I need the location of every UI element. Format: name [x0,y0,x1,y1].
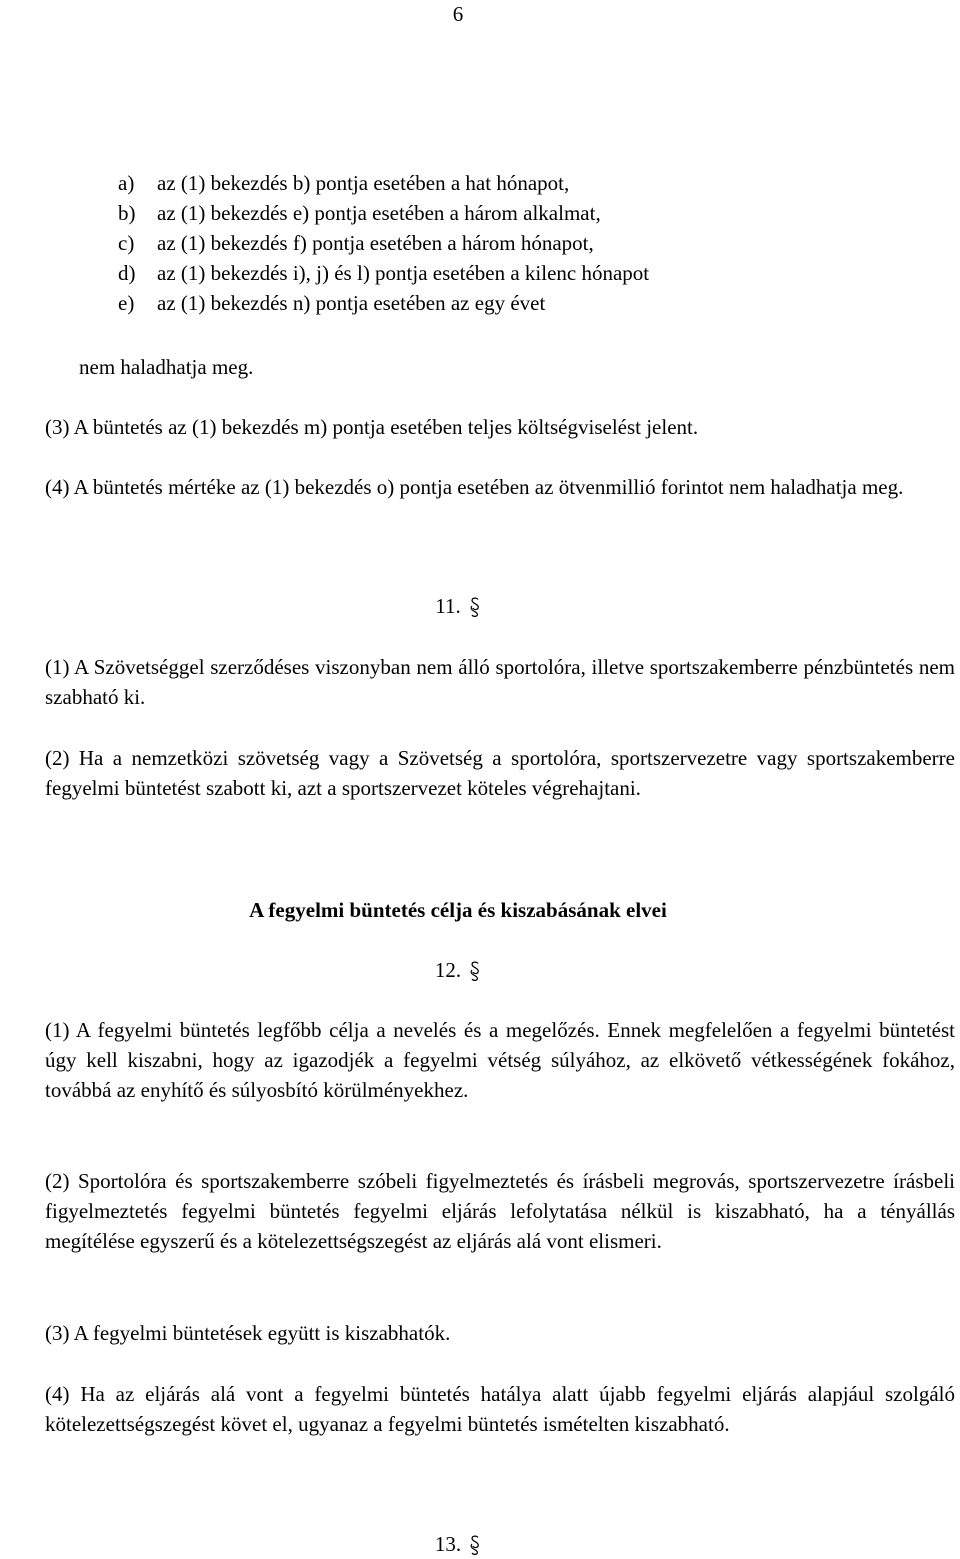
chapter-heading: A fegyelmi büntetés célja és kiszabásának elvei [249,898,667,922]
section-11-paragraph-2: (2) Ha a nemzetközi szövetség vagy a Szövetség a sportolóra, sportszervezetre vagy sportszakemberre fegyelmi büntetést szabott ki, azt a sportszervezet köteles végrehajtani. [45,746,955,800]
page-number: 6 [452,2,464,26]
list-marker: d) [118,261,136,285]
section-heading-12 [0,955,916,985]
list-marker: b) [118,201,136,225]
section-number: 13. [434,1532,462,1556]
list-item-text: az (1) bekezdés i), j) és l) pontja esetében a kilenc hónapot [157,261,650,285]
section-number: 11. [435,594,461,618]
section-12-paragraph-4: (4) Ha az eljárás alá vont a fegyelmi büntetés hatálya alatt újabb fegyelmi eljárás alapjául szolgáló kötelezettségszegést követ el, ugyanaz a fegyelmi büntetés ismételten kiszabható. [45,1382,955,1436]
section-12-paragraph-1: (1) A fegyelmi büntetés legfőbb célja a nevelés és a megelőzés. Ennek megfelelően a fegyelmi büntetést úgy kell kiszabni, hogy az igazodjék a fegyelmi vétség súlyához, az elkövető vétkességének fokához, továbbá az enyhítő és súlyosbító körülményekhez. [45,1018,955,1102]
list-item-text: az (1) bekezdés e) pontja esetében a három alkalmat, [157,201,601,225]
paragraph-sign-icon [469,960,481,982]
list-marker: c) [118,231,135,255]
list-item-text: az (1) bekezdés b) pontja esetében a hat hónapot, [157,171,570,195]
paragraph-sign-icon [469,1534,481,1556]
paragraph-sign-icon [469,596,481,618]
list-tail: nem haladhatja meg. [79,355,254,379]
list-item-text: az (1) bekezdés f) pontja esetében a három hónapot, [157,231,594,255]
paragraph-3: (3) A büntetés az (1) bekezdés m) pontja esetében teljes költségviselést jelent. [45,415,699,439]
section-heading-13 [0,1529,916,1559]
list-marker: a) [118,171,135,195]
list-marker: e) [118,291,135,315]
section-number: 12. [434,958,462,982]
list-item-text: az (1) bekezdés n) pontja esetében az egy évet [157,291,546,315]
paragraph-4: (4) A büntetés mértéke az (1) bekezdés o) pontja esetében az ötvenmillió forintot nem haladhatja meg. [45,475,904,499]
section-heading-11 [0,591,916,621]
section-11-paragraph-1: (1) A Szövetséggel szerződéses viszonyban nem álló sportolóra, illetve sportszakemberre pénzbüntetés nem szabható ki. [45,655,955,709]
section-12-paragraph-2: (2) Sportolóra és sportszakemberre szóbeli figyelmeztetés és írásbeli megrovás, sportszervezetre írásbeli figyelmeztetés fegyelmi büntetés fegyelmi eljárás lefolytatása nélkül is kiszabható, ha a tényállás megítélése egyszerű és a kötelezettségszegést az eljárás alá vont elismeri. [45,1169,955,1253]
section-12-paragraph-3: (3) A fegyelmi büntetések együtt is kiszabhatók. [45,1321,451,1345]
